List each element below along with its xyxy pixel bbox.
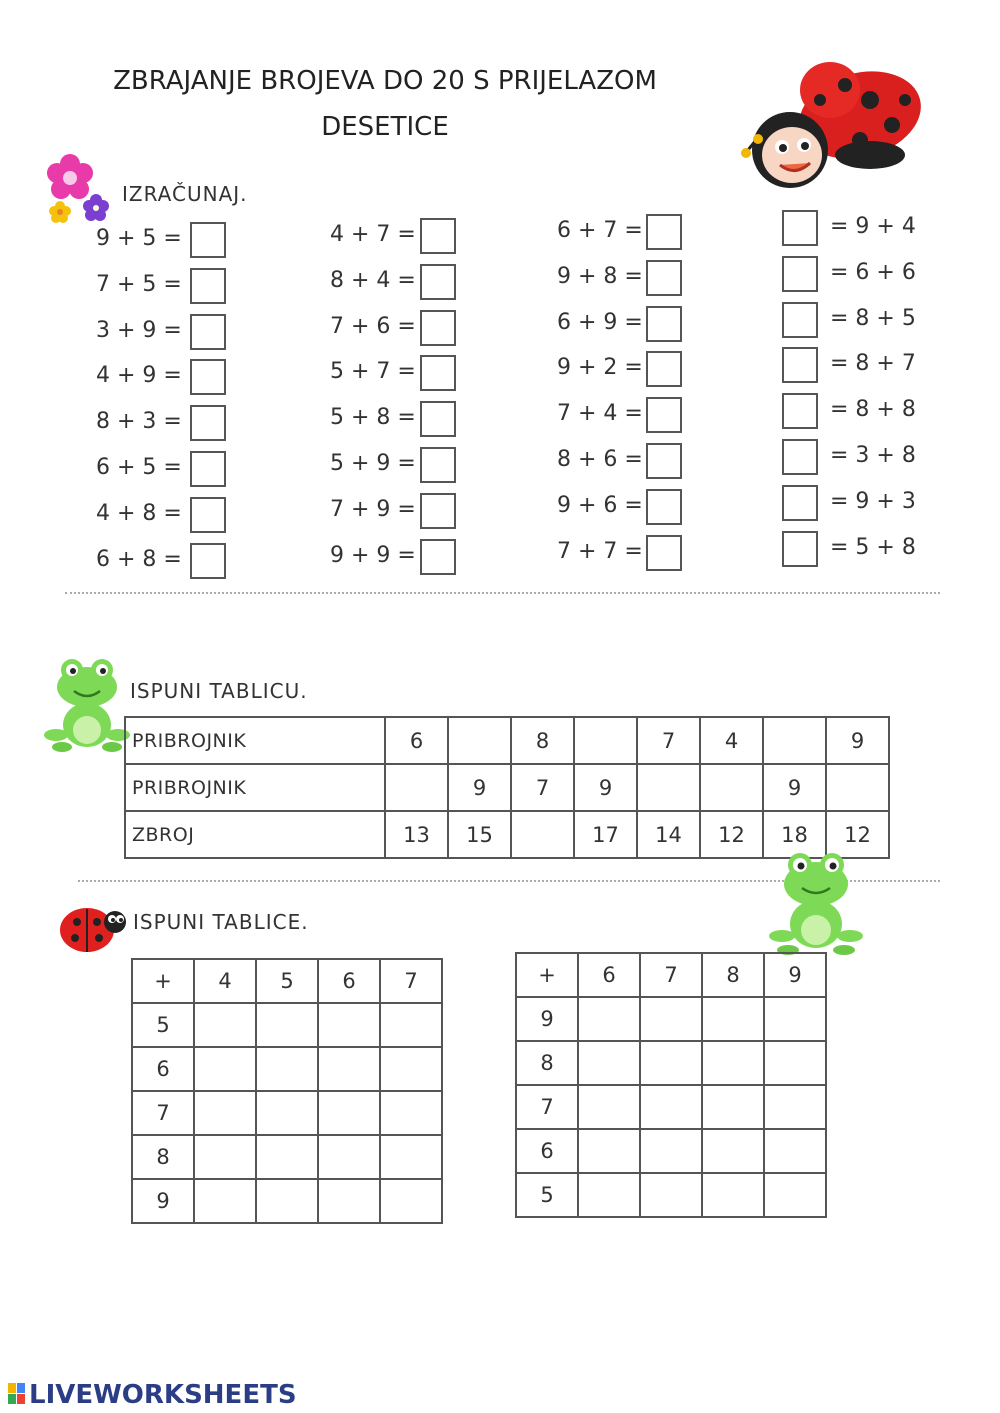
table-row [516,1041,826,1085]
equation-text: 4 + 9 = [96,363,182,389]
answer-cell[interactable] [578,1041,640,1085]
equation-text: 4 + 7 = [330,222,416,247]
equation-text: 9 + 9 = [330,542,416,568]
given-value-cell: 7 [511,764,574,811]
answer-box[interactable] [420,447,456,483]
equation-text: 7 + 9 = [330,496,416,522]
equation-text: = 8 + 8 [830,397,916,423]
addition-table-2 [515,952,827,1218]
answer-box[interactable] [420,539,456,575]
logo-text: LIVEWORKSHEETS [29,1380,297,1410]
equation-text: 7 + 5 = [96,271,182,297]
frog-icon [42,655,132,755]
answer-box[interactable] [646,306,682,342]
row-header: 7 [516,1085,578,1129]
row-header: 6 [132,1047,194,1091]
answer-box[interactable] [782,531,818,567]
column-header: 5 [256,959,318,1003]
answer-box[interactable] [646,489,682,525]
answer-box[interactable] [646,351,682,387]
answer-cell[interactable] [640,997,702,1041]
row-header: 8 [516,1041,578,1085]
answer-cell[interactable] [578,1085,640,1129]
answer-box[interactable] [190,314,226,350]
column-header: 7 [640,953,702,997]
answer-box[interactable] [420,493,456,529]
answer-cell[interactable] [640,1129,702,1173]
section-fill-tables-title: ISPUNI TABLICE. [133,910,309,934]
answer-cell[interactable] [640,1041,702,1085]
column-header: 4 [194,959,256,1003]
answer-box[interactable] [190,359,226,395]
answer-cell[interactable] [702,997,764,1041]
logo-blocks-icon [8,1383,26,1405]
answer-cell[interactable] [702,1173,764,1217]
answer-cell[interactable] [511,811,574,858]
answer-cell[interactable] [578,1129,640,1173]
answer-box[interactable] [420,310,456,346]
answer-box[interactable] [646,214,682,250]
given-value-cell: 12 [826,811,889,858]
answer-cell[interactable] [448,717,511,764]
answer-box[interactable] [782,393,818,429]
answer-box[interactable] [646,535,682,571]
equation-text: 8 + 3 = [96,409,182,435]
row-header: 9 [516,997,578,1041]
answer-box[interactable] [190,405,226,441]
answer-cell[interactable] [194,1091,256,1135]
answer-cell[interactable] [385,764,448,811]
answer-cell[interactable] [764,1173,826,1217]
equation-text: 7 + 7 = [557,538,643,564]
given-value-cell: 9 [763,764,826,811]
equation-text: = 3 + 8 [830,443,916,468]
equation-text: = 9 + 3 [830,488,916,514]
answer-cell[interactable] [702,1085,764,1129]
answer-box[interactable] [420,401,456,437]
answer-cell[interactable] [194,1135,256,1179]
liveworksheets-logo [8,1380,297,1410]
answer-cell[interactable] [194,1003,256,1047]
column-header: 7 [380,959,442,1003]
answer-cell[interactable] [256,1135,318,1179]
equation-text: 3 + 9 = [96,317,182,343]
answer-box[interactable] [782,439,818,475]
equation-text: 8 + 4 = [330,267,416,293]
answer-box[interactable] [420,264,456,300]
answer-box[interactable] [646,397,682,433]
ladybug-illustration [720,55,925,195]
plus-corner-cell: + [516,953,578,997]
equation-text: 5 + 8 = [330,405,416,431]
equation-text: 6 + 5 = [96,455,182,480]
answer-cell[interactable] [194,1047,256,1091]
answer-box[interactable] [782,210,818,246]
answer-cell[interactable] [764,1041,826,1085]
given-value-cell: 8 [511,717,574,764]
answer-cell[interactable] [380,1047,442,1091]
given-value-cell: 9 [448,764,511,811]
given-value-cell: 7 [637,717,700,764]
table-row [516,1173,826,1217]
row-header: 6 [516,1129,578,1173]
answer-cell[interactable] [764,1085,826,1129]
answer-cell[interactable] [318,1047,380,1091]
section-divider [65,592,940,594]
equation-text: 7 + 4 = [557,401,643,427]
answer-box[interactable] [782,485,818,521]
answer-cell[interactable] [764,1129,826,1173]
answer-cell[interactable] [256,1179,318,1223]
answer-cell[interactable] [637,764,700,811]
answer-cell[interactable] [702,1041,764,1085]
answer-cell[interactable] [380,1179,442,1223]
answer-cell[interactable] [318,1179,380,1223]
equation-text: 9 + 6 = [557,492,643,518]
table-row [516,1085,826,1129]
answer-cell[interactable] [700,764,763,811]
worksheet-title-line1: ZBRAJANJE BROJEVA DO 20 S PRIJELAZOM [113,66,657,96]
answer-cell[interactable] [640,1085,702,1129]
given-value-cell: 17 [574,811,637,858]
header-row [132,959,442,1003]
row-header: 7 [132,1091,194,1135]
table-row [125,764,889,811]
answer-cell[interactable] [318,1003,380,1047]
equation-text: 6 + 7 = [557,218,643,243]
equation-text: 4 + 8 = [96,500,182,526]
row-header: 8 [132,1135,194,1179]
equation-text: 6 + 8 = [96,546,182,572]
answer-box[interactable] [190,543,226,579]
header-row [516,953,826,997]
worksheet-title-line2: DESETICE [321,112,449,142]
equation-text: = 8 + 7 [830,351,916,377]
answer-cell[interactable] [763,717,826,764]
table-row [132,1003,442,1047]
row-header: 9 [132,1179,194,1223]
equation-text: 5 + 9 = [330,451,416,476]
answer-cell[interactable] [380,1091,442,1135]
section-calculate-title: IZRAČUNAJ. [122,182,248,206]
flowers-icon [38,150,118,230]
answer-cell[interactable] [380,1135,442,1179]
equation-text: 8 + 6 = [557,447,643,472]
answer-box[interactable] [190,268,226,304]
answer-cell[interactable] [578,1173,640,1217]
table-row [516,1129,826,1173]
given-value-cell: 4 [700,717,763,764]
given-value-cell: 12 [700,811,763,858]
answer-box[interactable] [420,218,456,254]
given-value-cell: 15 [448,811,511,858]
answer-cell[interactable] [764,997,826,1041]
row-header: 5 [132,1003,194,1047]
answer-cell[interactable] [318,1135,380,1179]
given-value-cell: 9 [574,764,637,811]
equation-text: 9 + 5 = [96,226,182,251]
equation-text: 6 + 9 = [557,309,643,335]
given-value-cell: 9 [826,717,889,764]
row-label: PRIBROJNIK [125,764,385,811]
equation-text: 9 + 8 = [557,263,643,289]
section-fill-table-title: ISPUNI TABLICU. [130,679,308,703]
answer-cell[interactable] [256,1003,318,1047]
column-header: 6 [318,959,380,1003]
answer-box[interactable] [420,355,456,391]
answer-cell[interactable] [702,1129,764,1173]
answer-box[interactable] [782,347,818,383]
ladybug-icon [55,900,130,956]
answer-cell[interactable] [574,717,637,764]
column-header: 6 [578,953,640,997]
answer-box[interactable] [646,443,682,479]
row-header: 5 [516,1173,578,1217]
plus-corner-cell: + [132,959,194,1003]
equation-text: 7 + 6 = [330,313,416,339]
equation-text: 9 + 2 = [557,355,643,381]
given-value-cell: 6 [385,717,448,764]
table-row [132,1047,442,1091]
table-row [132,1179,442,1223]
equation-text: = 5 + 8 [830,534,916,560]
answer-cell[interactable] [318,1091,380,1135]
addends-sum-table [124,716,890,859]
answer-box[interactable] [190,222,226,258]
equation-text: = 9 + 4 [830,214,916,239]
given-value-cell: 18 [763,811,826,858]
answer-cell[interactable] [640,1173,702,1217]
answer-cell[interactable] [256,1047,318,1091]
answer-cell[interactable] [380,1003,442,1047]
answer-box[interactable] [646,260,682,296]
addition-table-1 [131,958,443,1224]
answer-cell[interactable] [578,997,640,1041]
equation-text: = 6 + 6 [830,259,916,285]
table-row [132,1091,442,1135]
table-row [132,1135,442,1179]
answer-cell[interactable] [256,1091,318,1135]
column-header: 9 [764,953,826,997]
given-value-cell: 14 [637,811,700,858]
answer-cell[interactable] [826,764,889,811]
table-row [125,717,889,764]
column-header: 8 [702,953,764,997]
row-label: PRIBROJNIK [125,717,385,764]
row-label: ZBROJ [125,811,385,858]
frog-icon [766,848,866,960]
table-row [516,997,826,1041]
answer-box[interactable] [190,497,226,533]
given-value-cell: 13 [385,811,448,858]
answer-box[interactable] [782,302,818,338]
answer-box[interactable] [190,451,226,487]
equation-text: = 8 + 5 [830,305,916,331]
answer-cell[interactable] [194,1179,256,1223]
answer-box[interactable] [782,256,818,292]
equation-text: 5 + 7 = [330,359,416,385]
